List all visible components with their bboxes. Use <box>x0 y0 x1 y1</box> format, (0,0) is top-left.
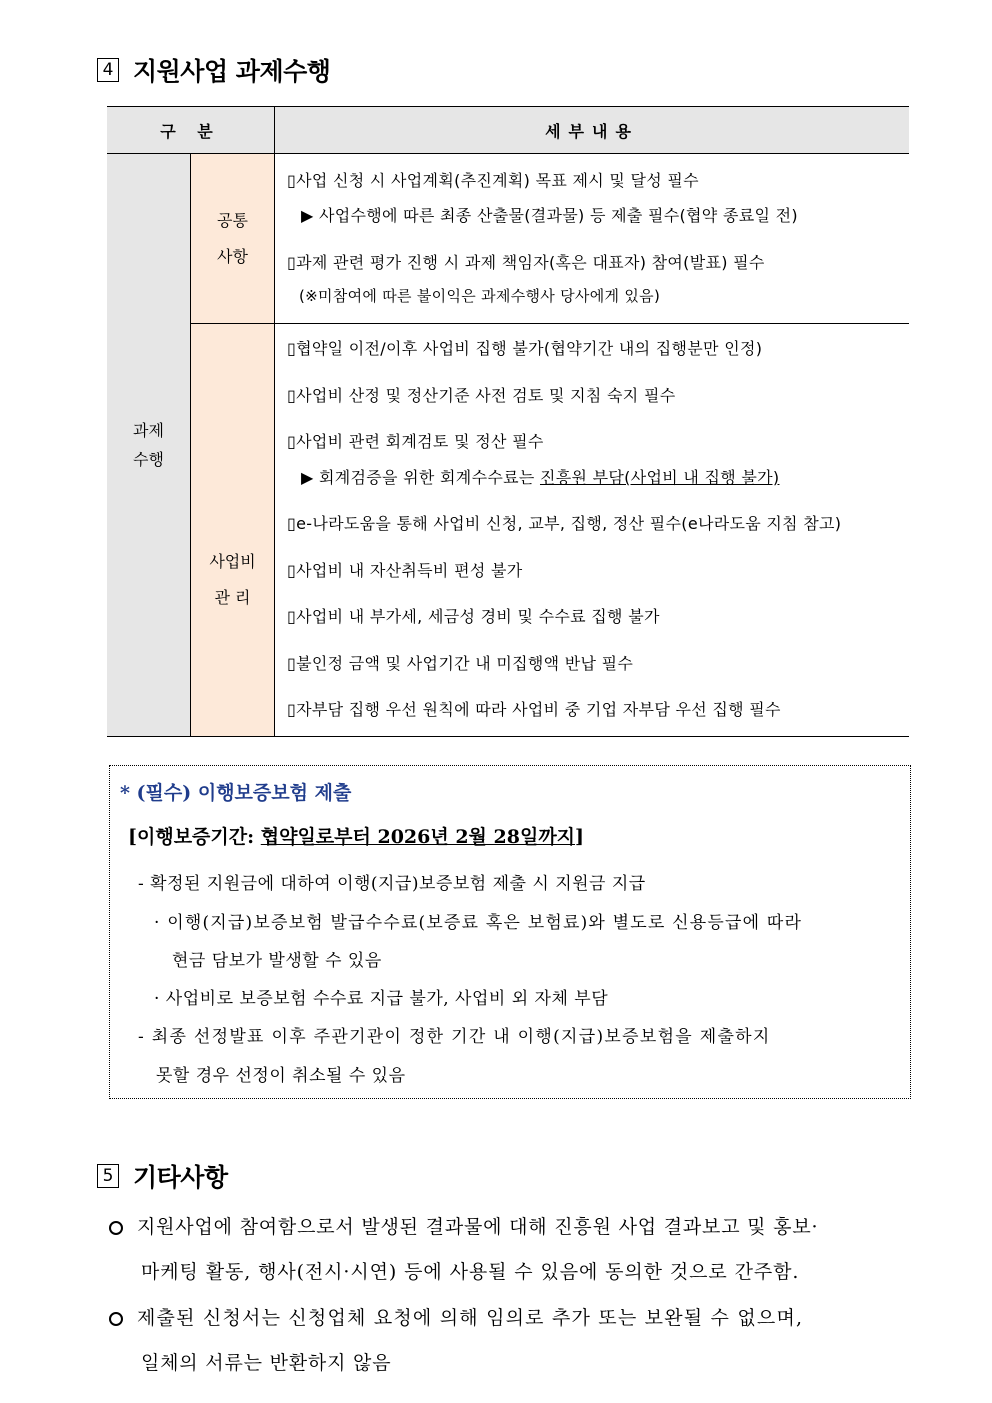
etc-item-2: 제출된 신청서는 신청업체 요청에 의해 임의로 추가 또는 보완될 수 없으며, <box>109 1303 803 1330</box>
guarantee-insurance-notice <box>109 765 911 1099</box>
section-title: 기타사항 <box>133 1163 228 1192</box>
section-4-heading <box>97 52 330 88</box>
circle-bullet-icon <box>109 1312 123 1326</box>
category-label-2: 수행 <box>133 450 164 469</box>
section-title: 지원사업 과제수행 <box>133 57 331 86</box>
notice-line: 현금 담보가 발생할 수 있음 <box>172 951 382 971</box>
list-item: ▯사업 신청 시 사업계획(추진계획) 목표 제시 및 달성 필수 <box>287 171 699 190</box>
category-label-1: 과제 <box>133 421 164 440</box>
notice-line: - 최종 선정발표 이후 주관기관이 정한 기간 내 이행(지급)보증보험을 제출하지 <box>138 1027 771 1047</box>
table-header-row <box>107 107 909 154</box>
list-item: ▯자부담 집행 우선 원칙에 따라 사업비 중 기업 자부담 우선 집행 필수 <box>287 700 781 719</box>
etc-item-1-cont: 마케팅 활동, 행사(전시·시연) 등에 사용될 수 있음에 동의한 것으로 간주함. <box>141 1261 800 1283</box>
list-item: ▯사업비 내 부가세, 세금성 경비 및 수수료 집행 불가 <box>287 607 660 626</box>
budget-content-cell <box>275 324 910 737</box>
list-item: ▶ 사업수행에 따른 최종 산출물(결과물) 등 제출 필수(협약 종료일 전) <box>301 206 798 225</box>
common-label-cell <box>191 154 275 324</box>
header-category: 구 분 <box>107 107 275 154</box>
notice-period: [이행보증기간: 협약일로부터 2026년 2월 28일까지] <box>128 826 585 848</box>
section-number-box: 4 <box>97 58 119 82</box>
list-item: ▯사업비 내 자산취득비 편성 불가 <box>287 561 523 580</box>
list-item: ▯과제 관련 평가 진행 시 과제 책임자(혹은 대표자) 참여(발표) 필수 <box>287 253 765 272</box>
list-item: ▯e-나라도움을 통해 사업비 신청, 교부, 집행, 정산 필수(e나라도움 지침 참고) <box>287 514 842 533</box>
list-item: ▯불인정 금액 및 사업기간 내 미집행액 반납 필수 <box>287 654 634 673</box>
etc-item-1: 지원사업에 참여함으로서 발생된 결과물에 대해 진흥원 사업 결과보고 및 홍보· <box>109 1212 818 1239</box>
circle-bullet-icon <box>109 1221 123 1235</box>
budget-label-1: 사업비 <box>209 552 256 571</box>
common-content-cell <box>275 154 910 324</box>
etc-item-2-cont: 일체의 서류는 반환하지 않음 <box>141 1352 392 1374</box>
common-label-1: 공통 <box>217 210 248 230</box>
task-table <box>107 106 909 737</box>
notice-line: · 이행(지급)보증보험 발급수수료(보증료 혹은 보험료)와 별도로 신용등급에 따라 <box>154 913 803 933</box>
list-item: ▶ 회계검증을 위한 회계수수료는 진흥원 부담(사업비 내 집행 불가) <box>301 468 780 487</box>
list-item-note: (※미참여에 따른 불이익은 과제수행사 당사에게 있음) <box>299 287 661 305</box>
section-5-heading <box>97 1158 228 1194</box>
notice-title: * (필수) 이행보증보험 제출 <box>120 782 352 804</box>
table-row-budget <box>107 324 909 737</box>
table-row-common <box>107 154 909 324</box>
notice-line: · 사업비로 보증보험 수수료 지급 불가, 사업비 외 자체 부담 <box>154 989 609 1009</box>
budget-label-cell <box>191 324 275 737</box>
list-item: ▯사업비 관련 회계검토 및 정산 필수 <box>287 432 544 451</box>
header-detail: 세부내용 <box>275 107 910 154</box>
budget-label-2: 관 리 <box>214 588 251 607</box>
notice-line: 못할 경우 선정이 취소될 수 있음 <box>156 1066 406 1086</box>
category-cell <box>107 154 191 737</box>
section-number-box: 5 <box>97 1164 119 1188</box>
list-item: ▯협약일 이전/이후 사업비 집행 불가(협약기간 내의 집행분만 인정) <box>287 339 763 358</box>
list-item: ▯사업비 산정 및 정산기준 사전 검토 및 지침 숙지 필수 <box>287 386 676 405</box>
common-label-2: 사항 <box>217 246 248 266</box>
notice-line: - 확정된 지원금에 대하여 이행(지급)보증보험 제출 시 지원금 지급 <box>138 874 646 894</box>
